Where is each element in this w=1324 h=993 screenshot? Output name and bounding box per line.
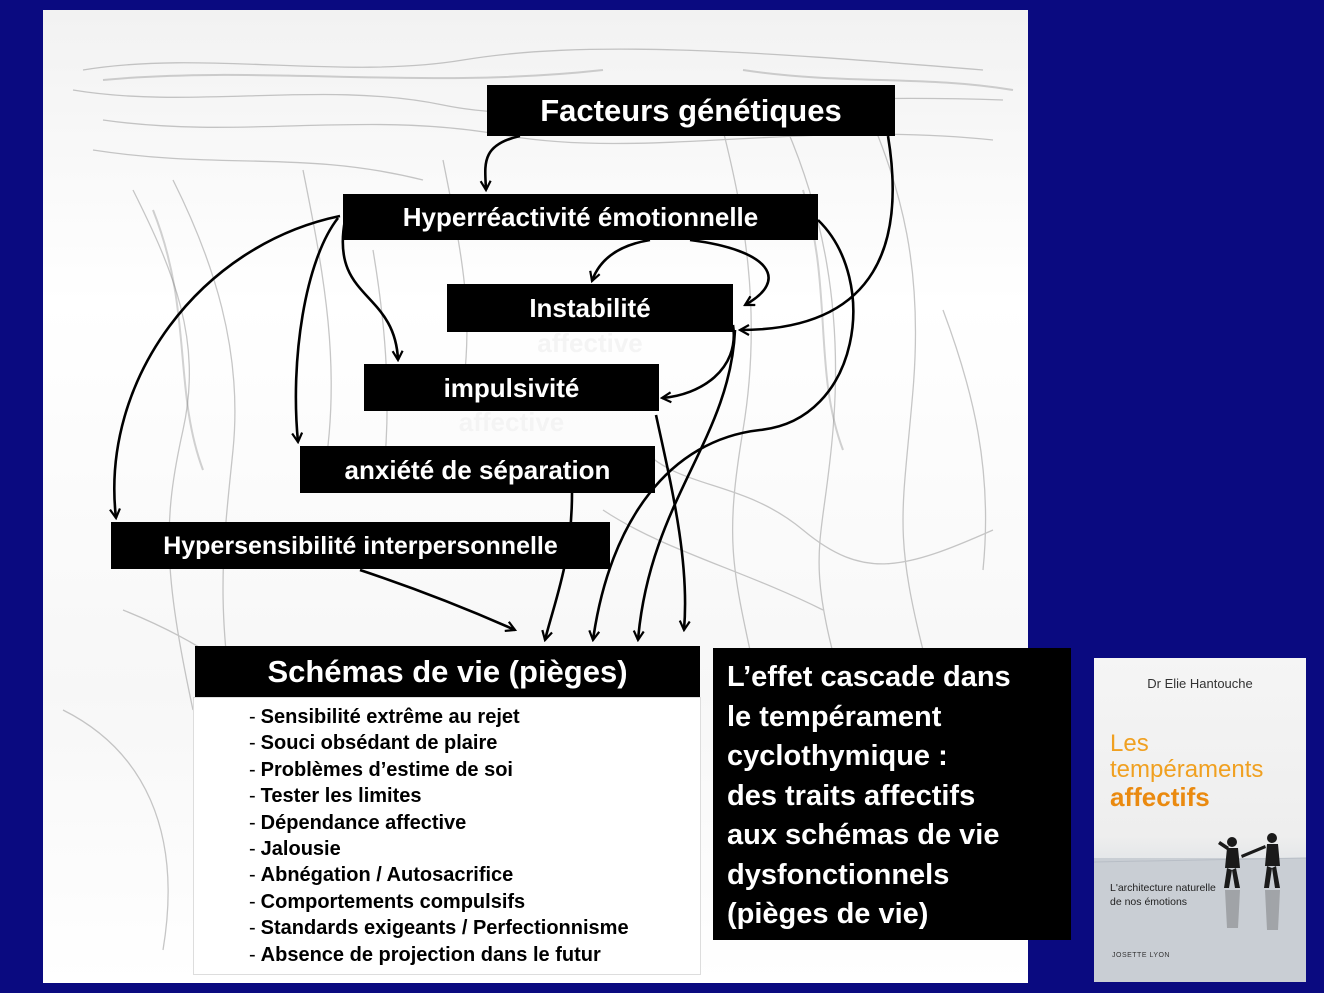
list-item <box>249 704 700 730</box>
list-item <box>249 783 700 809</box>
node-genetic-factors <box>487 85 895 136</box>
book-subtitle-line-1: L'architecture naturelle <box>1110 882 1216 894</box>
list-bullet: - <box>249 811 256 834</box>
list-bullet: - <box>249 785 256 808</box>
node-separation-anxiety <box>300 446 655 493</box>
list-item-text: Sensibilité extrême au rejet <box>260 706 520 728</box>
book-publisher: JOSETTE LYON <box>1112 952 1170 959</box>
list-item-text: Jalousie <box>260 838 341 861</box>
list-item <box>249 836 700 862</box>
book-cover <box>1094 658 1306 982</box>
node-instability-label-1: Instabilité <box>529 293 651 323</box>
node-emotional-hyperreactivity <box>343 194 818 240</box>
list-bullet: - <box>249 838 256 861</box>
schema-list-box <box>193 697 701 975</box>
node-impulsivity-label-2: affective <box>458 407 565 437</box>
node-hyper-label: Hyperréactivité émotionnelle <box>402 202 759 232</box>
node-anxiety-label: anxiété de séparation <box>344 455 611 485</box>
node-life-schemas <box>195 646 700 697</box>
list-item-text: Comportements compulsifs <box>260 890 526 913</box>
schema-list <box>194 698 700 968</box>
list-item <box>249 942 700 968</box>
list-item-text: Tester les limites <box>260 785 422 808</box>
list-item-text: Problèmes d’estime de soi <box>260 758 513 781</box>
book-title-line-1: Les <box>1110 730 1149 757</box>
list-bullet: - <box>249 917 256 940</box>
list-item-text: Abnégation / Autosacrifice <box>260 864 514 887</box>
node-hypersens-label: Hypersensibilité interpersonnelle <box>163 532 558 560</box>
caption-line: (pièges de vie) <box>727 898 929 930</box>
list-bullet: - <box>249 706 256 728</box>
list-bullet: - <box>249 864 256 887</box>
book-subtitle-line-2: de nos émotions <box>1110 896 1188 908</box>
caption-line: cyclothymique : <box>727 740 948 772</box>
list-item <box>249 862 700 888</box>
list-bullet: - <box>249 943 256 966</box>
list-bullet: - <box>249 890 256 913</box>
book-title-line-3: affectifs <box>1110 782 1210 812</box>
list-item-text: Standards exigeants / Perfectionnisme <box>260 917 629 940</box>
node-genetic-label: Facteurs génétiques <box>540 93 842 128</box>
node-interpersonal-hypersensitivity <box>111 522 610 569</box>
list-item <box>249 889 700 915</box>
list-item-text: Absence de projection dans le futur <box>260 943 601 966</box>
list-bullet: - <box>249 758 256 781</box>
book-author: Dr Elie Hantouche <box>1147 676 1253 691</box>
caption-line: L’effet cascade dans <box>727 661 1011 693</box>
list-item <box>249 915 700 941</box>
list-item-text: Souci obsédant de plaire <box>260 732 498 755</box>
list-bullet: - <box>249 732 256 755</box>
caption-line: dysfonctionnels <box>727 858 950 891</box>
caption-line: des traits affectifs <box>727 779 976 812</box>
list-item <box>249 810 700 836</box>
node-affective-impulsivity <box>364 364 659 437</box>
node-schemas-label: Schémas de vie (pièges) <box>267 654 628 689</box>
list-item-text: Dépendance affective <box>260 811 467 834</box>
list-item <box>249 757 700 783</box>
node-affective-instability <box>447 284 733 358</box>
node-impulsivity-label-1: impulsivité <box>443 373 580 403</box>
node-instability-label-2: affective <box>537 328 643 358</box>
caption-line: aux schémas de vie <box>727 819 1000 851</box>
book-title-line-2: tempéraments <box>1110 756 1264 783</box>
list-item <box>249 730 700 756</box>
slide-caption <box>713 648 1071 940</box>
caption-line: le tempérament <box>727 700 942 733</box>
